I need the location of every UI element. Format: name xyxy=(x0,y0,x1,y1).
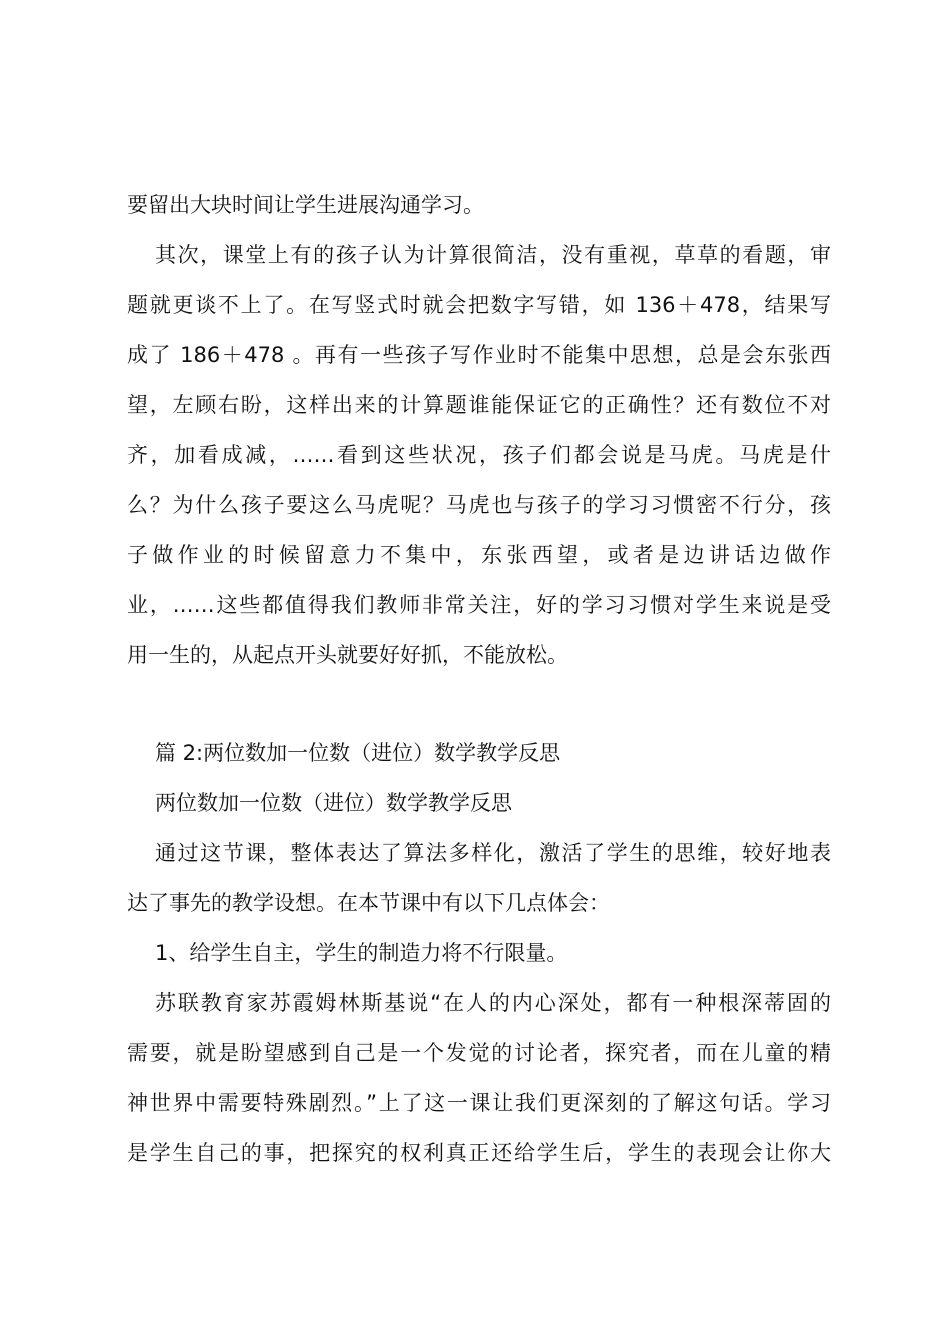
paragraph-line: 成了 186＋478 。再有一些孩子写作业时不能集中思想，总是会东张西 xyxy=(127,343,831,367)
paragraph-line: 么？为什么孩子要这么马虎呢？马虎也与孩子的学习习惯密不行分，孩 xyxy=(127,493,831,517)
paragraph-line: 要留出大块时间让学生进展沟通学习。 xyxy=(127,193,484,217)
paragraph-line: 通过这节课，整体表达了算法多样化，激活了学生的思维，较好地表 xyxy=(155,841,831,865)
paragraph-line: 需要，就是盼望感到自己是一个发觉的讨论者，探究者，而在儿童的精 xyxy=(127,1041,831,1065)
paragraph-line: 用一生的，从起点开头就要好好抓，不能放松。 xyxy=(127,643,568,667)
paragraph-line: 神世界中需要特殊剧烈。”上了这一课让我们更深刻的了解这句话。学习 xyxy=(127,1091,831,1115)
paragraph-line: 业，……这些都值得我们教师非常关注，好的学习习惯对学生来说是受 xyxy=(127,593,831,617)
paragraph-line: 是学生自己的事，把探究的权利真正还给学生后，学生的表现会让你大 xyxy=(127,1141,831,1165)
paragraph-line: 望，左顾右盼，这样出来的计算题谁能保证它的正确性？还有数位不对 xyxy=(127,393,831,417)
paragraph-line: 苏联教育家苏霞姆林斯基说“在人的内心深处，都有一种根深蒂固的 xyxy=(155,991,831,1015)
paragraph-line: 题就更谈不上了。在写竖式时就会把数字写错，如 136＋478，结果写 xyxy=(127,293,831,317)
list-item-heading: 1、给学生自主，学生的制造力将不行限量。 xyxy=(155,941,568,965)
paragraph-line: 达了事先的教学设想。在本节课中有以下几点体会： xyxy=(127,891,610,915)
section-heading: 篇 2:两位数加一位数（进位）数学教学反思 xyxy=(155,741,561,765)
paragraph-line: 子做作业的时候留意力不集中，东张西望，或者是边讲话边做作 xyxy=(127,543,831,567)
article-title: 两位数加一位数（进位）数学教学反思 xyxy=(155,791,512,815)
paragraph-line: 其次，课堂上有的孩子认为计算很简洁，没有重视，草草的看题，审 xyxy=(155,243,831,267)
paragraph-line: 齐，加看成减，……看到这些状况，孩子们都会说是马虎。马虎是什 xyxy=(127,443,831,467)
